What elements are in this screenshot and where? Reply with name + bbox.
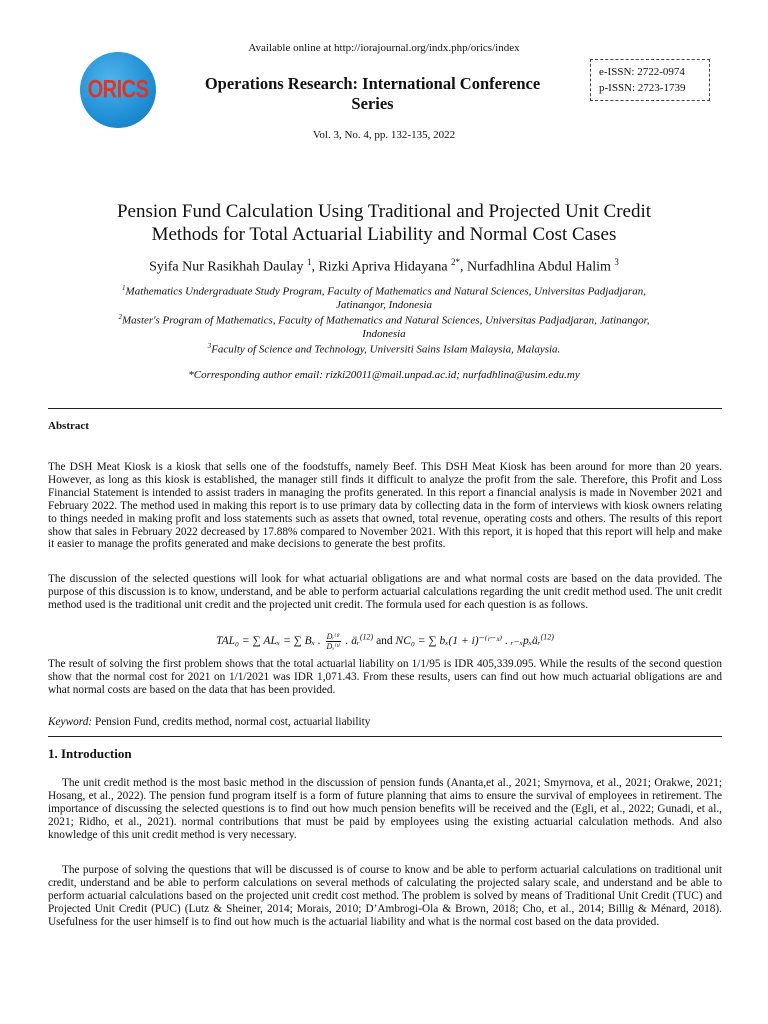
formula-and: and: [376, 635, 393, 648]
affiliation-2: [60, 311, 708, 341]
formula-annuity: . äᵣ: [345, 635, 360, 648]
abstract-paragraph-3: The result of solving the first problem shows that the total actuarial liability on 1/1/95 is IDR 405,339.095. While the results of the second question show that the normal cost for 2021 on 1/1/2021 was IDR 1,071.43. From these results, users can find out how much actuarial obligations are and what normal costs are based on the data that has been provided.: [48, 658, 722, 696]
affiliation-2-line1: Master's Program of Mathematics, Faculty of Mathematics and Natural Sciences, Universitas Padjadjaran, Jatinangor,: [122, 314, 650, 327]
author-1: Syifa Nur Rasikhah Daulay: [149, 259, 304, 275]
abstract-paragraph-1: The DSH Meat Kiosk is a kiosk that sells one of the foodstuffs, namely Beef. This DSH Meat Kiosk has been around for more than 20 years. However, as long as this kiosk is established, the manager still finds it difficult to analyze the profit from the sale. Therefore, this Profit and Loss Financial Statement is intended to assist traders in managing the profits generated. In this report a financial analysis is made in November 2021 and February 2022. The method used in making this report is to use primary data by collecting data in the form of interviews with kiosk owners relating to things needed in making profit and loss statements such as assets that owned, total revenue, operating costs and others. The results of this report show that sales in February 2022 decreased by 17.88% compared to November 2021. With this report, it is hoped that this report will help and make it easier to manage the profits generated and make decisions to generate the best profits.: [48, 461, 722, 551]
affiliation-1-line2: Jatinangor, Indonesia: [336, 298, 432, 311]
orics-logo: [80, 52, 156, 128]
abstract-top-rule: [48, 408, 722, 409]
introduction-paragraph-1: The unit credit method is the most basic method in the discussion of pension funds (Ananta,et al., 2021; Smyrnova, et al., 2021; Orakwe, 2021; Hosang, et al., 2022). The pension fund program itself is a form of future planning that aims to ensure the survival of employees in retirement. The importance of discussing the selected questions is to find out how much pension benefits will be received and the (Egli, et al., 2022; Gunadi, et al., 2021; Ridho, et al., 2021). normal contributions that must be paid by employees using the existing actuarial calculation methods. And also knowledge of this unit credit method is very necessary.: [48, 777, 722, 841]
author-3-affil: 3: [614, 257, 619, 267]
eissn: e-ISSN: 2722-0974: [599, 66, 685, 78]
formula-tal: TAL₀ = ∑ ALₓ = ∑ Bₓ .: [216, 635, 321, 648]
formula-annuity-sup: (12): [359, 632, 374, 642]
affiliation-1-line1: Mathematics Undergraduate Study Program, Faculty of Mathematics and Natural Sciences, Universitas Padjadjaran,: [125, 285, 646, 298]
logo-text: ORICS: [87, 75, 149, 104]
abstract-heading: Abstract: [48, 420, 89, 432]
formula-denominator: Dₓ⁽ᵗ⁾: [326, 642, 340, 651]
keyword-list: Pension Fund, credits method, normal cost, actuarial liability: [94, 716, 371, 728]
formula-numerator: Dᵣ⁽ᵗ⁾: [326, 632, 340, 641]
affiliation-3: [60, 340, 708, 357]
journal-name-line1: Operations Research: International Conference: [204, 74, 541, 93]
abstract-paragraph-2: The discussion of the selected questions will look for what actuarial obligations are and what normal costs are based on the data provided. The purpose of this discussion is to know, understand, and be able to perform actuarial calculations regarding the unit credit method used. The unit credit method used is the traditional unit credit and the projected unit credit. The formula used for each question is as follows.: [48, 573, 722, 611]
formula-fraction: [326, 632, 341, 651]
volume-info: Vol. 3, No. 4, pp. 132-135, 2022: [312, 129, 456, 141]
paper-title: [40, 200, 728, 246]
formula-nc: NC₀ = ∑ bₓ(1 + i)⁻⁽ʳ⁻ˣ⁾ . ᵣ₋ₓpₓäᵣ: [395, 635, 541, 648]
introduction-heading: 1. Introduction: [48, 746, 132, 761]
issn-box: [590, 59, 710, 101]
corresponding-author: *Corresponding author email: rizki20011@mail.unpad.ac.id; nurfadhlina@usim.edu.my: [188, 369, 580, 381]
formula-nc-sup: (12): [540, 632, 554, 642]
affiliation-1-sup: 1: [122, 284, 126, 292]
author-3: Nurfadhlina Abdul Halim: [467, 259, 611, 275]
affiliation-2-sup: 2: [118, 313, 123, 321]
pissn: p-ISSN: 2723-1739: [599, 82, 686, 94]
author-2: Rizki Apriva Hidayana: [318, 259, 448, 275]
keywords: [48, 716, 370, 728]
affiliation-3-sup: 3: [207, 342, 212, 350]
introduction-paragraph-2: The purpose of solving the questions that will be discussed is of course to know and be able to perform actuarial calculations on traditional unit credit, understand and be able to perform calculations on several methods of calculating the projected salary scale, and understand and be able to perform actuarial calculations based on the projected unit credit cost method. The problem is solved by means of Traditional Unit Credit (TUC) and Projected Unit Credit (PUC) (Lutz & Sheiner, 2014; Morais, 2010; D’Ambrogi-Ola & Brown, 2018; Cho, et al., 2014; Billig & Ménard, 2018). Usefulness for the user himself is to find out how much is the actuarial liability and what is the normal cost based on the data provided.: [48, 864, 722, 928]
paper-title-line2: Methods for Total Actuarial Liability and Normal Cost Cases: [151, 224, 617, 245]
affiliation-3-line1: Faculty of Science and Technology, Universiti Sains Islam Malaysia, Malaysia.: [211, 343, 561, 356]
available-online-text: Available online at http://iorajournal.org/indx.php/orics/index: [248, 42, 520, 54]
author-list: Syifa Nur Rasikhah Daulay $^1$, Rizki Apriva Hidayana $^{2*}$, Nurfadhlina Abdul Halim $^3$: [149, 257, 619, 275]
journal-name-line2: Series: [351, 94, 394, 113]
journal-name: [180, 74, 565, 114]
affiliation-1: [60, 282, 708, 312]
author-2-affil: 2*: [451, 257, 461, 267]
affiliation-2-line2: Indonesia: [362, 327, 406, 340]
keyword-label: Keyword:: [48, 716, 93, 728]
formula: [48, 632, 722, 651]
abstract-bottom-rule: [48, 736, 722, 737]
author-1-affil: 1: [306, 257, 312, 267]
paper-title-line1: Pension Fund Calculation Using Traditional and Projected Unit Credit: [116, 201, 652, 222]
